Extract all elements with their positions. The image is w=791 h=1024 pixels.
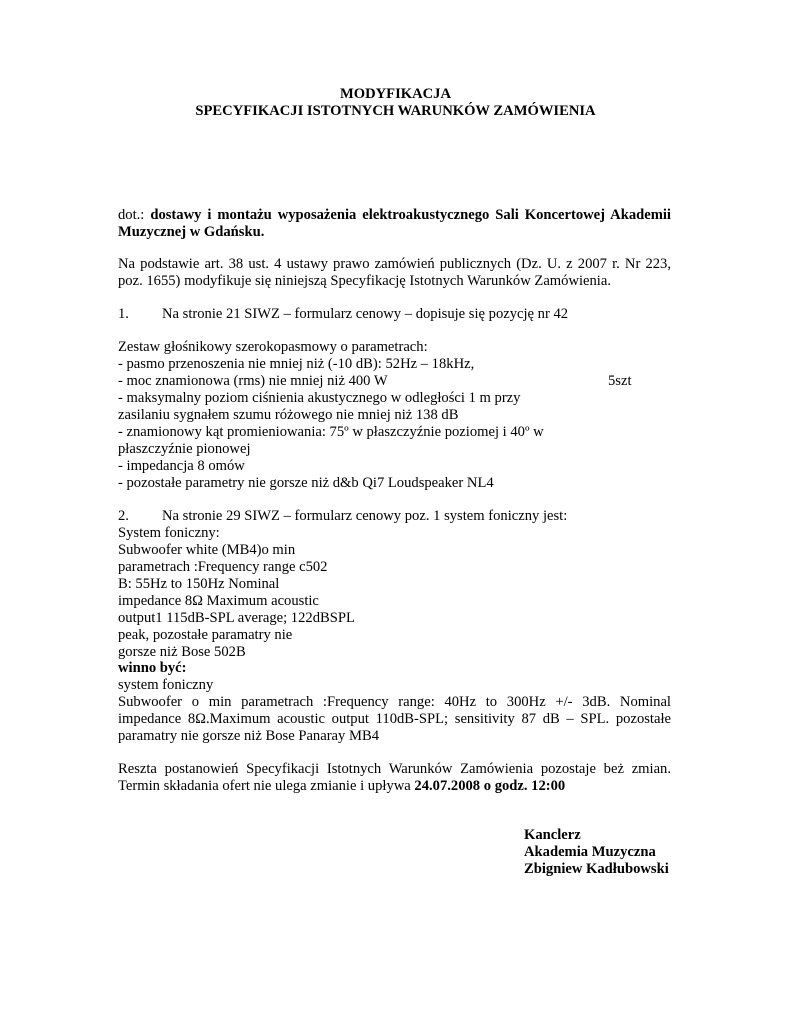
new-line-3: impedance 8Ω.Maximum acoustic output 110dB-SPL; sensitivity 87 dB – SPL. pozostałe	[118, 711, 671, 727]
old-line-5: output1 115dB-SPL average; 122dBSPL	[118, 610, 355, 626]
item1-number: 1.	[118, 306, 129, 322]
new-line-4: paramatry nie gorsze niż Bose Panaray MB4	[118, 728, 379, 744]
speaker-line-0: Zestaw głośnikowy szerokopasmowy o parametrach:	[118, 339, 428, 355]
old-line-0: System foniczny:	[118, 525, 220, 541]
item1	[118, 306, 568, 323]
deadline-date: 24.07.2008 o godz. 12:00	[414, 778, 566, 794]
intro-line-1: Na podstawie art. 38 ust. 4 ustawy prawo zamówień publicznych (Dz. U. z 2007 r. Nr 223,	[118, 256, 671, 272]
old-line-6: peak, pozostałe paramatry nie	[118, 627, 293, 643]
speaker-line-5: - znamionowy kąt promieniowania: 75º w płaszczyźnie poziomej i 40º w	[118, 424, 544, 440]
speaker-line-1: - pasmo przenoszenia nie mniej niż (-10 dB): 52Hz – 18kHz,	[118, 356, 475, 372]
signature-title: Kanclerz	[524, 827, 581, 843]
subject-bold-1: dostawy i montażu wyposażenia elektroakustycznego Sali Koncertowej Akademii	[150, 207, 671, 223]
closing-line-2	[118, 778, 565, 795]
speaker-line-7: - impedancja 8 omów	[118, 458, 245, 474]
old-line-1: Subwoofer white (MB4)o min	[118, 542, 296, 558]
item2-text: Na stronie 29 SIWZ – formularz cenowy poz. 1 system foniczny jest:	[162, 508, 568, 524]
old-line-4: impedance 8Ω Maximum acoustic	[118, 593, 319, 609]
old-line-2: parametrach :Frequency range c502	[118, 559, 328, 575]
subject-prefix: dot.:	[118, 207, 145, 223]
speaker-line-6: płaszczyźnie pionowej	[118, 441, 251, 457]
signature-name: Zbigniew Kadłubowski	[524, 861, 669, 877]
item2	[118, 508, 567, 525]
speaker-line-8: - pozostałe parametry nie gorsze niż d&b Qi7 Loudspeaker NL4	[118, 475, 494, 491]
item1-text: Na stronie 21 SIWZ – formularz cenowy – dopisuje się pozycję nr 42	[162, 306, 569, 322]
speaker-quantity: 5szt	[608, 373, 632, 389]
subject-line-1	[118, 207, 671, 224]
closing-line-2-text: Termin składania ofert nie ulega zmianie i upływa	[118, 778, 415, 794]
new-line-1: system foniczny	[118, 677, 214, 693]
intro-line-2: poz. 1655) modyfikuje się niniejszą Specyfikację Istotnych Warunków Zamówienia.	[118, 273, 611, 289]
signature-institution: Akademia Muzyczna	[524, 844, 656, 860]
new-line-2: Subwoofer o min parametrach :Frequency range: 40Hz to 300Hz +/- 3dB. Nominal	[118, 694, 671, 710]
speaker-line-2: - moc znamionowa (rms) nie mniej niż 400 W	[118, 373, 388, 389]
title-line-1: MODYFIKACJA	[339, 86, 452, 102]
subject-line-2: Muzycznej w Gdańsku.	[118, 224, 265, 240]
should-be-label: winno być:	[118, 660, 187, 676]
title-line-2: SPECYFIKACJI ISTOTNYCH WARUNKÓW ZAMÓWIENIA	[195, 103, 596, 119]
speaker-line-4: zasilaniu sygnałem szumu różowego nie mniej niż 138 dB	[118, 407, 459, 423]
item2-number: 2.	[118, 508, 129, 524]
old-line-7: gorsze niż Bose 502B	[118, 644, 246, 660]
closing-line-1: Reszta postanowień Specyfikacji Istotnych Warunków Zamówienia pozostaje beż zmian.	[118, 761, 671, 777]
speaker-line-3: - maksymalny poziom ciśnienia akustycznego w odległości 1 m przy	[118, 390, 521, 406]
old-line-3: B: 55Hz to 150Hz Nominal	[118, 576, 280, 592]
